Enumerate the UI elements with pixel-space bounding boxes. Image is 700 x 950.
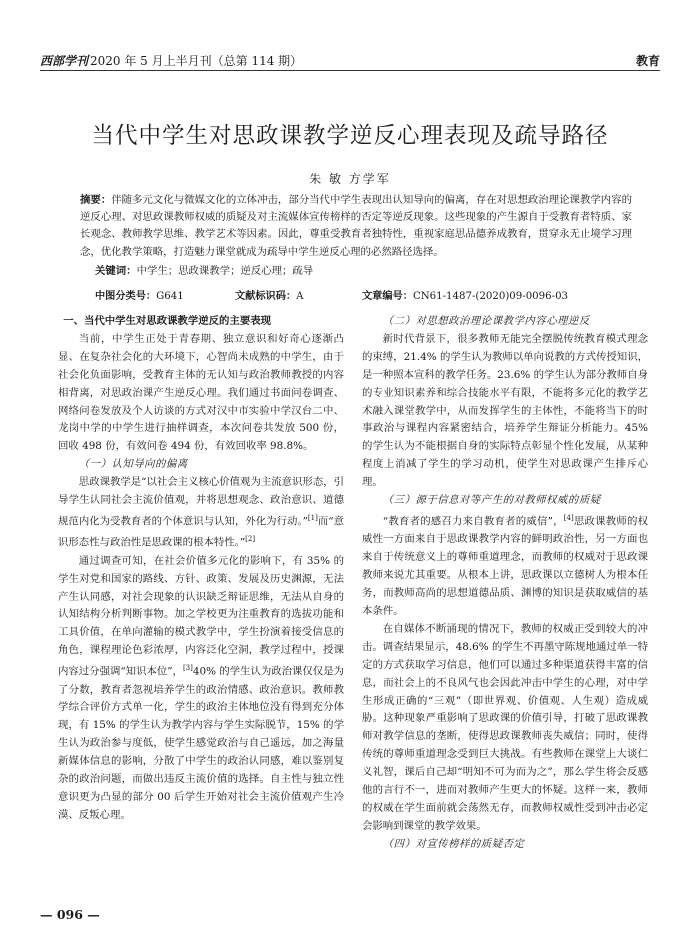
citation: [1] (307, 513, 318, 522)
citation: [3] (182, 664, 193, 673)
left-column (58, 313, 344, 825)
journal-name: 西部学刊 (40, 54, 89, 68)
keywords-label: 关键词： (95, 265, 137, 277)
keywords (95, 262, 313, 277)
paragraph: 新时代背景下，很多教师无能完全摆脱传统教育模式理念的束缚，21.4% 的学生认为教师以单向说教的方式传授知识，是一种照本宣科的教学任务。23.6% 的学生认为部分教师自身的专业知识素养和综合技能水平有限，不能将多元化的教学艺术融入课堂教学中，从而发挥学生的主体性，不能将当下的时事政治与课程内容紧密结合，培养学生辩证分析能力。45% 的学生认为不能根据自身的实际特点彰显个性化发展，从某种程度上消减了学生的学习动机，使学生对思政课产生排斥心理。 (362, 332, 648, 489)
keywords-text: 中学生；思政课教学；逆反心理；疏导 (136, 265, 314, 277)
section-heading: 一、当代中学生对思政课教学逆反的主要表现 (63, 315, 271, 327)
citation: [2] (245, 535, 256, 544)
paragraph: 当前，中学生正处于青春期、独立意识和好奇心逐渐凸显、在复杂社会化的大环境下，心智尚未成熟的中学生，由于社会化负面影响，受教育主体的无认知与政治教师教授的内容相背离，对思政治课产生逆反心理。我们通过书面问卷调查、网络问卷发放及个人访谈的方式对汉中市实验中学汉台二中、龙岗中学的中学生进行抽样调查，本次问卷共发放 500 份，回收 498 份，有效问卷 494 份，有效回收率 98.8%。 (58, 332, 344, 453)
paragraph: 思政课教学是“以社会主义核心价值观为主流意识形态，引导学生认同社会主流价值观，并将思想观念、政治意识、道德规范内化为受教育者的个体意识与认知，外化为行动。”[1]而“意识形态性与政治性是思政课的根本特性。”[2] (58, 476, 344, 549)
subsection-heading: （三）源于信息对等产生的对教师权威的质疑 (382, 494, 601, 507)
subsection-heading: （二）对思想政治理论课教学内容心理逆反 (382, 315, 590, 327)
paragraph: “教育者的感召力来自教育者的威信”，[4]思政课教师的权威性一方面来自于思政课教学内容的鲜明政治性，另一方面也来自于传统意义上的尊师重道理念，而教师的权威对于思政课教师来说尤其重要。从根本上讲，思政课以立德树人为根本任务，而教师高尚的思想道德品质、渊博的知识是获取威信的基本条件。 (362, 513, 649, 617)
running-header (40, 50, 660, 71)
subsection-heading: （一）认知导向的偏离 (78, 458, 188, 471)
subsection-heading: （四）对宣传榜样的质疑否定 (382, 837, 525, 850)
paragraph: 通过调查可知，在社会价值多元化的影响下，有 35% 的学生对党和国家的路线、方针、政策、发展及历史渊源，无法产生认同感，对社会现象的认识缺乏辩证思维，无法从自身的认知结构分析判断事物。加之学校更为注重教育的选拔功能和工具价值，在单向灌输的模式教学中，学生扮演着接受信息的角色，课程理论色彩浓厚，内容泛化空洞，教学过程中，授课内容过分强调“知识本位”，[3]40% 的学生认为政治课仅仅是为了分数，教育者忽视培养学生的政治情感、政治意识。教师教学综合评价方式单一化，学生的政治主体地位没有得到充分体现，有 15% 的学生认为教学内容与学生实际脱节，15% 的学生认为政治参与度低，使学生感觉政治与自己遥远，加之海量新媒体信息的影响，分散了中学生的政治认同感，难以鉴别复杂的政治问题，而做出违反主流价值的选择。自主性与独立性意识更为凸显的部分 00 后学生开始对社会主流价值观产生冷漠、反叛心理。 (58, 554, 344, 821)
right-column (362, 313, 648, 854)
doc-code: 文献标识码：A (235, 290, 304, 302)
clc-number: 中图分类号：G641 (95, 290, 184, 302)
issue-info: 2020 年 5 月上半月刊（总第 114 期） (90, 54, 303, 68)
article-number: 文章编号：CN61-1487-(2020)09-0096-03 (362, 290, 569, 302)
abstract (80, 192, 632, 261)
article-title: 当代中学生对思政课教学逆反心理表现及疏导路径 (91, 123, 609, 149)
section-name: 教育 (635, 54, 660, 68)
authors: 朱 敏 方学军 (309, 172, 391, 186)
citation: [4] (563, 513, 574, 522)
abstract-label: 摘要： (80, 194, 112, 206)
page-number: — 096 — (40, 907, 100, 922)
paragraph: 在自媒体不断涌现的情况下，教师的权威正受到较大的冲击。调查结果显示，48.6% 的学生不再墨守陈规地通过单一特定的方式获取学习信息，他们可以通过多种渠道获得丰富的信息，而社会上的不良风气也会因此冲击中学生的心理，对中学生形成正确的“三观”（即世界观、价值观、人生观）造成威胁。这种现象严重影响了思政课的价值引导，打破了思政课教师对教学信息的垄断，使得思政课教师丧失威信；同时，使得传统的尊师重道理念受到巨大挑战。有些教师在课堂上大谈仁义礼智，课后自己却“明知不可为而为之”，那么学生将会反感他的言行不一，进而对教师产生更大的怀疑。这样一来，教师的权威在学生面前就会荡然无存，而教师权威性受到冲击必定会影响到课堂的教学效果。 (362, 622, 648, 832)
abstract-text: 伴随多元文化与微媒文化的立体冲击，部分当代中学生表现出认知导向的偏离，存在对思想政治理论课教学内容的逆反心理、对思政课教师权威的质疑及对主流媒体宣传榜样的否定等逆反现象。这些现象的产生源自于受教育者特质、家长观念、教师教学思维、教学艺术等因素。因此，尊重受教育者独特性，重视家庭思品德养成教育，贯穿永无止境学习理念，优化教学策略，打造魅力课堂就成为疏导中学生逆反心理的必然路径选择。 (80, 194, 632, 258)
